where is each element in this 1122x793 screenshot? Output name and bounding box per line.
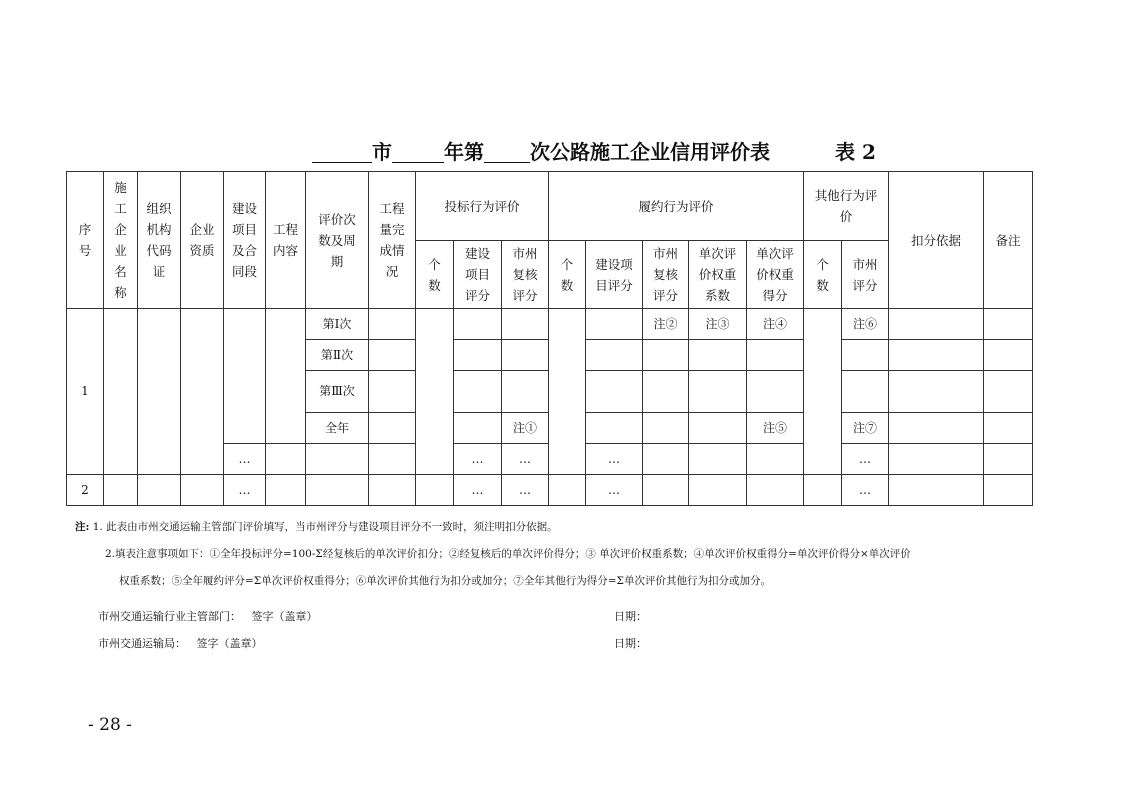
cell[interactable] [549,475,586,506]
cell[interactable] [454,309,502,340]
cell[interactable] [984,444,1033,475]
cell[interactable] [586,413,643,444]
period-label: 第Ⅲ次 [306,371,369,413]
note-2: 2.填表注意事项如下：①全年投标评分=100-Σ经复核后的单次评价扣分；②经复核后的单次评价得分；③ 单次评价权重系数；④单次评价权重得分=单次评价得分×单次评价 [105,548,911,560]
cell-other-count[interactable] [804,309,842,475]
note-ref: 注② [643,309,689,340]
header-deduction-basis: 扣分依据 [889,172,984,309]
cell[interactable] [804,475,842,506]
header-progress: 工程量完成情况 [369,172,416,309]
page-title [312,136,770,165]
title-year: 年第 [444,140,484,164]
header-other-city-score: 市州评分 [842,241,889,309]
header-bid-city-score: 市州复核评分 [502,241,549,309]
cell-bid-count[interactable] [416,309,454,475]
cell[interactable] [502,340,549,371]
cell[interactable] [984,309,1033,340]
note-1-text: 1. 此表由市州交通运输主管部门评价填写，当市州评分与建设项目评分不一致时，须注明扣分依据。 [92,521,558,533]
ellipsis: … [502,444,549,475]
ellipsis: … [454,444,502,475]
notes [75,514,911,595]
header-project: 建设项目及合同段 [224,172,266,309]
cell[interactable] [689,475,747,506]
note-ref: 注④ [747,309,804,340]
row-seq: 1 [67,309,104,475]
page-number: - 28 - [88,715,132,735]
cell[interactable] [369,309,416,340]
cell[interactable] [369,444,416,475]
header-remarks: 备注 [984,172,1033,309]
signature-dept: 市州交通运输行业主管部门： 签字（盖章） [98,610,318,623]
cell[interactable] [747,340,804,371]
note-ref: 注⑥ [842,309,889,340]
period-label: 第Ⅰ次 [306,309,369,340]
cell[interactable] [747,444,804,475]
cell-content[interactable] [266,309,306,444]
cell[interactable] [369,475,416,506]
note-ref: 注⑦ [842,413,889,444]
credit-evaluation-table [66,171,1033,506]
header-bid-group: 投标行为评价 [416,172,549,241]
year-blank [392,142,444,163]
cell[interactable] [586,340,643,371]
ellipsis: … [502,475,549,506]
cell[interactable] [643,340,689,371]
header-perf-count: 个数 [549,241,586,309]
cell[interactable] [454,371,502,413]
cell[interactable] [984,475,1033,506]
cell-qualification[interactable] [181,309,224,475]
ellipsis: … [842,475,889,506]
cell[interactable] [984,413,1033,444]
cell[interactable] [984,371,1033,413]
cell-company[interactable] [104,309,138,475]
header-perf-group: 履约行为评价 [549,172,804,241]
round-blank [484,142,530,163]
note-1 [75,514,911,541]
date-label-2: 日期： [614,637,647,650]
cell[interactable] [416,475,454,506]
cell[interactable] [889,340,984,371]
cell[interactable] [586,309,643,340]
cell[interactable] [643,371,689,413]
cell[interactable] [889,444,984,475]
cell[interactable] [842,340,889,371]
header-bid-project-score: 建设项目评分 [454,241,502,309]
cell[interactable] [266,444,306,475]
cell-project[interactable] [224,309,266,444]
ellipsis: … [586,444,643,475]
header-perf-project-score: 建设项目评分 [586,241,643,309]
table-row [67,309,1033,340]
cell[interactable] [689,371,747,413]
cell[interactable] [369,371,416,413]
cell[interactable] [689,413,747,444]
cell[interactable] [889,309,984,340]
ellipsis: … [586,475,643,506]
header-content: 工程内容 [266,172,306,309]
cell[interactable] [984,340,1033,371]
note-2-cont: 权重系数；⑤全年履约评分=Σ单次评价权重得分；⑥单次评价其他行为扣分或加分；⑦全年其他行为得分=Σ单次评价其他行为扣分或加分。 [119,575,771,587]
ellipsis: … [224,475,266,506]
header-seq: 序号 [67,172,104,309]
header-other-count: 个数 [804,241,842,309]
ellipsis: … [454,475,502,506]
cell[interactable] [747,371,804,413]
header-org-code: 组织机构代码证 [138,172,181,309]
cell-perf-count[interactable] [549,309,586,475]
period-label: 第Ⅱ次 [306,340,369,371]
ellipsis: … [224,444,266,475]
header-qualification: 企业资质 [181,172,224,309]
date-label-1: 日期： [614,610,647,623]
header-perf-city-score: 市州复核评分 [643,241,689,309]
cell[interactable] [643,413,689,444]
note-ref: 注③ [689,309,747,340]
header-period: 评价次数及周期 [306,172,369,309]
header-company: 施工企业名称 [104,172,138,309]
signature-bureau: 市州交通运输局： 签字（盖章） [98,637,263,650]
cell[interactable] [643,444,689,475]
cell[interactable] [369,413,416,444]
cell[interactable] [138,475,181,506]
note-ref: 注① [502,413,549,444]
cell[interactable] [689,444,747,475]
title-rest: 次公路施工企业信用评价表 [530,140,770,164]
cell[interactable] [889,475,984,506]
cell[interactable] [306,444,369,475]
period-label: 全年 [306,413,369,444]
table-number: 表 2 [835,140,876,164]
cell[interactable] [502,371,549,413]
cell[interactable] [586,371,643,413]
row-seq: 2 [67,475,104,506]
notes-label: 注: [75,521,90,533]
table-row [67,475,1033,506]
ellipsis: … [842,444,889,475]
cell-org-code[interactable] [138,309,181,475]
cell[interactable] [306,475,369,506]
cell[interactable] [842,371,889,413]
cell[interactable] [104,475,138,506]
header-perf-weight-score: 单次评价权重得分 [747,241,804,309]
cell[interactable] [889,413,984,444]
cell[interactable] [181,475,224,506]
cell[interactable] [689,340,747,371]
city-blank [312,142,372,163]
cell[interactable] [747,475,804,506]
cell[interactable] [502,309,549,340]
cell[interactable] [266,475,306,506]
header-perf-weight: 单次评价权重系数 [689,241,747,309]
cell[interactable] [454,413,502,444]
cell[interactable] [889,371,984,413]
note-ref: 注⑤ [747,413,804,444]
title-city: 市 [372,140,392,164]
header-other-group: 其他行为评价 [804,172,889,241]
cell[interactable] [454,340,502,371]
header-bid-count: 个数 [416,241,454,309]
cell[interactable] [369,340,416,371]
cell[interactable] [643,475,689,506]
